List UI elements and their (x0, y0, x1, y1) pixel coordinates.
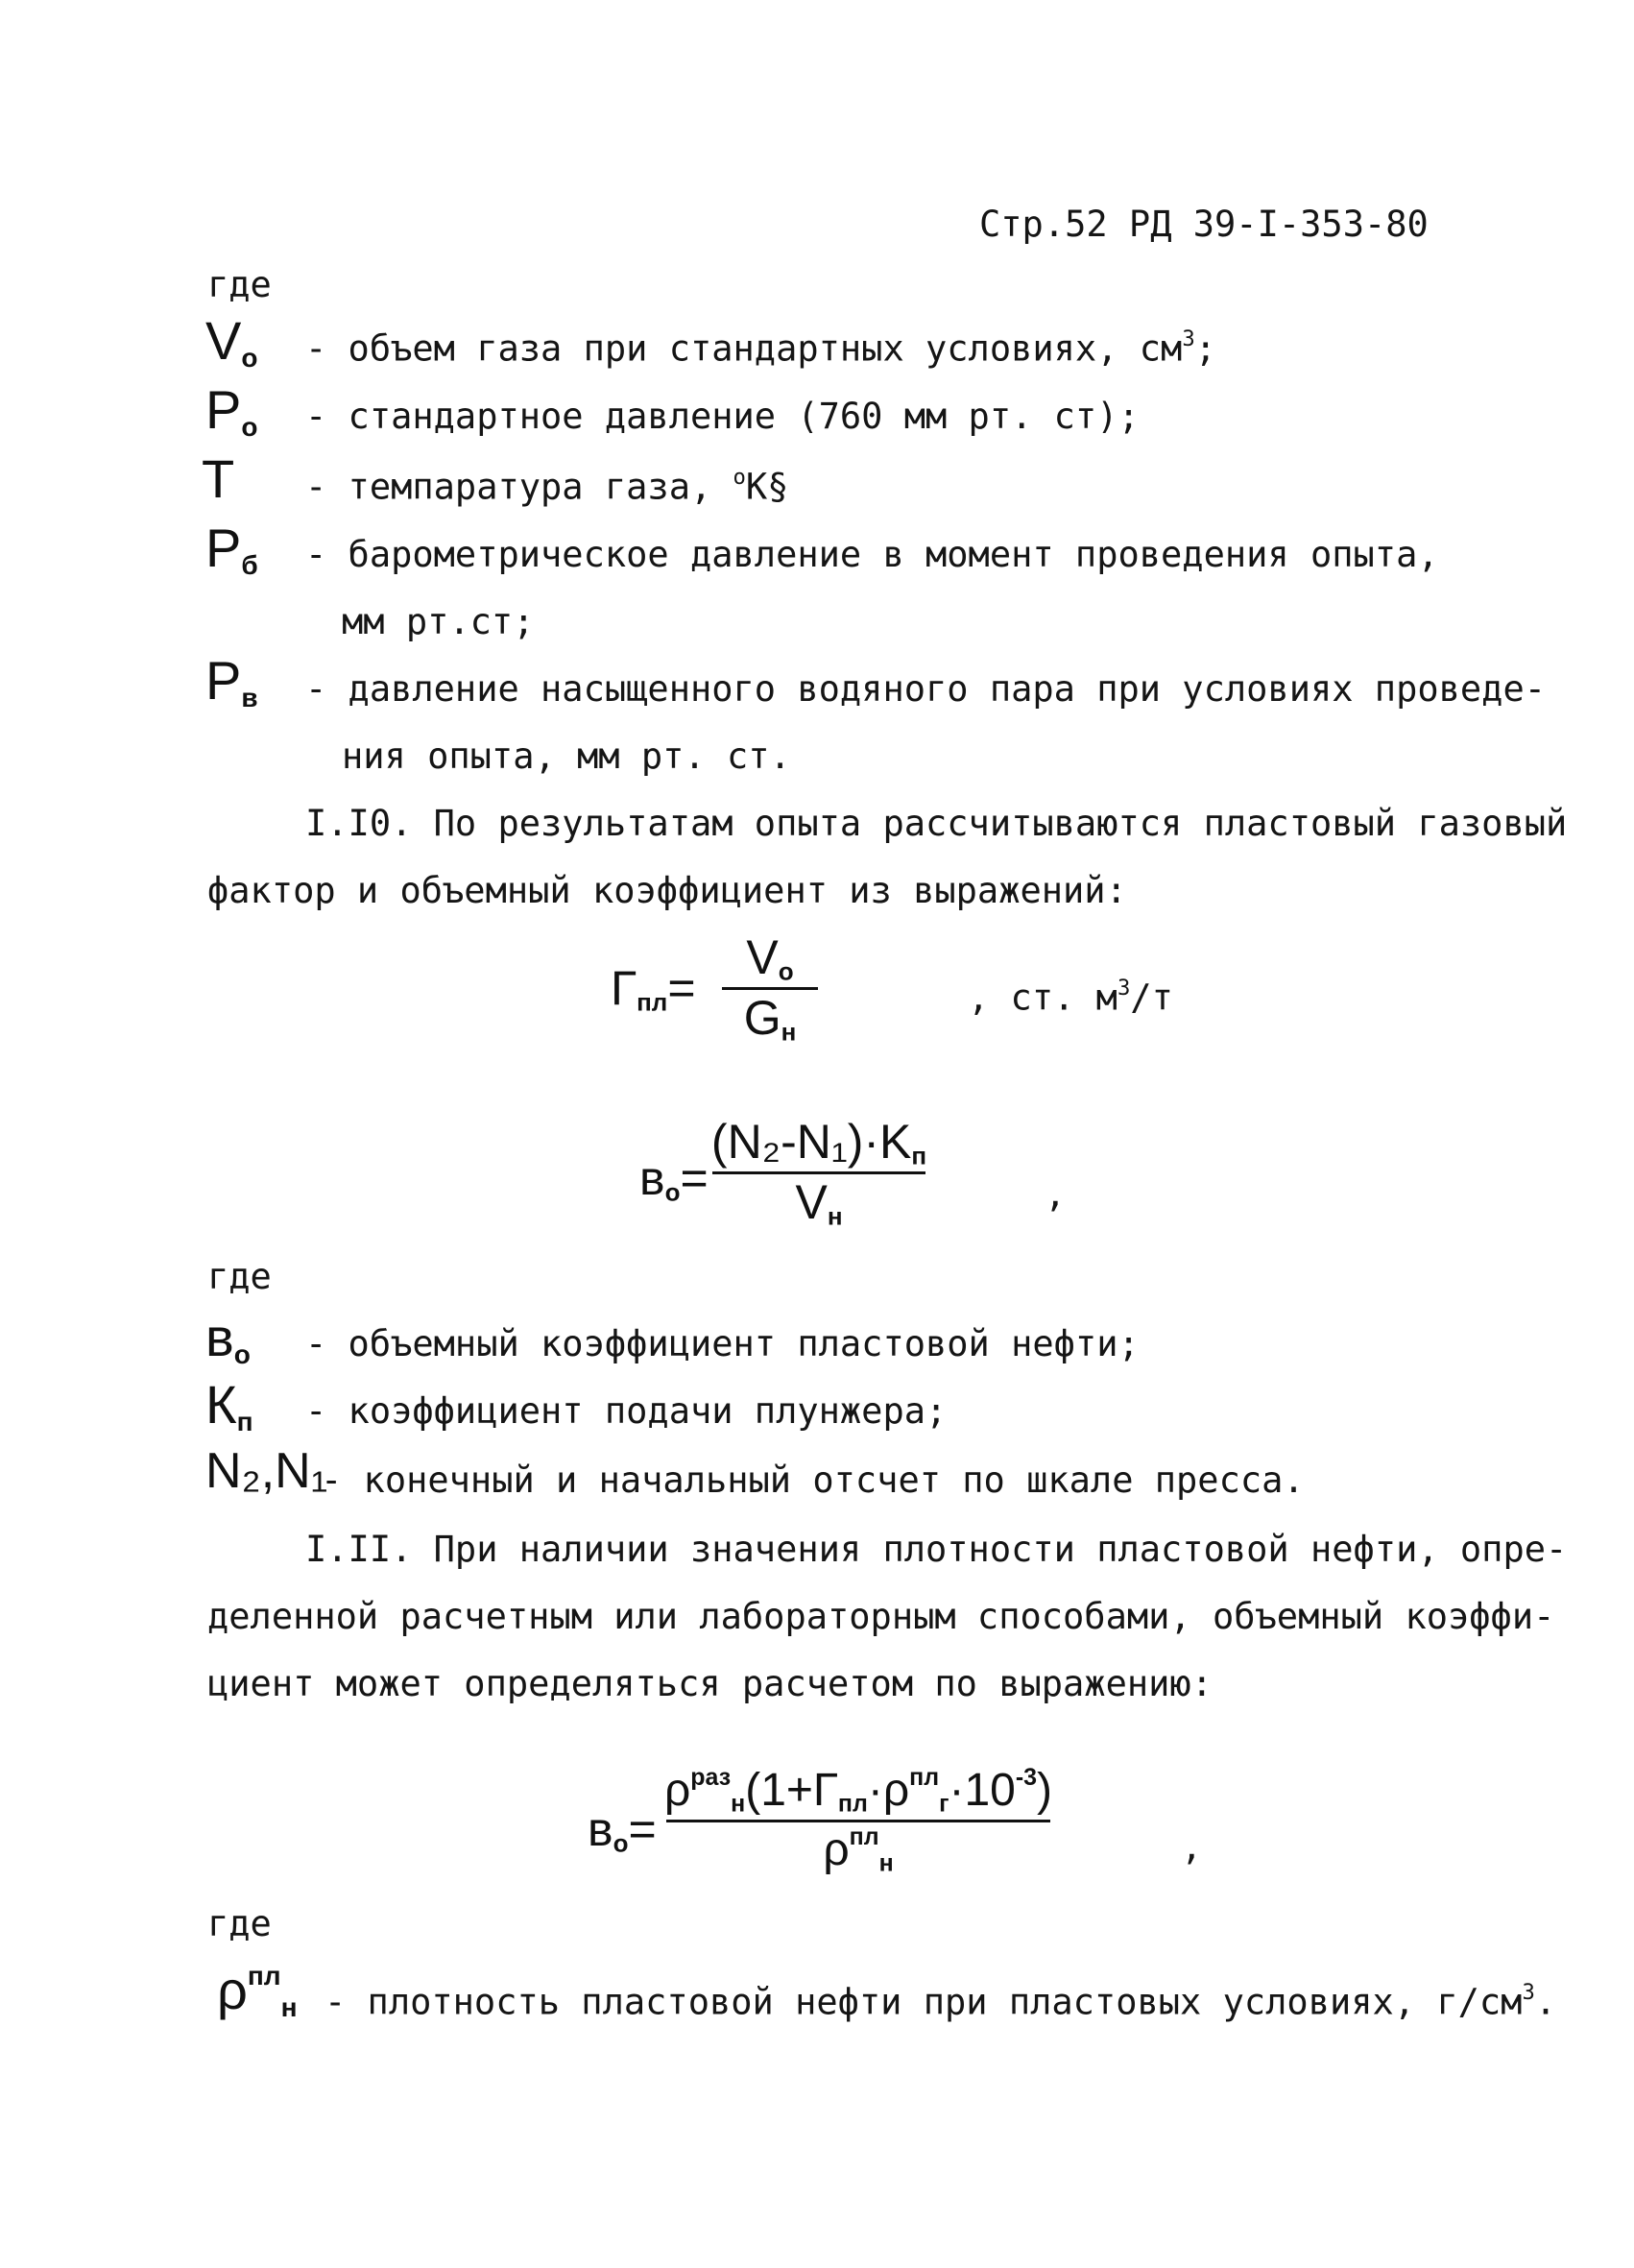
definition-pv-continuation: ния опыта, мм рт. ст. (342, 736, 791, 777)
symbol-t: Т (202, 448, 235, 509)
symbol-n2-n1: N₂,N₁ (205, 1443, 328, 1499)
formula1-numerator: $V_о$ (746, 930, 794, 986)
formula2-trailing-comma: , (1045, 1173, 1067, 1215)
formula3-fraction-bar (666, 1820, 1050, 1822)
definition-pb-continuation: мм рт.ст; (342, 601, 535, 642)
formula3-trailing-comma: , (1181, 1826, 1203, 1868)
definition-kn: - коэффициент подачи плунжера; (305, 1390, 948, 1432)
paragraph-1-11-line-1: I.II. При наличии значения плотности пластовой нефти, опре- (305, 1529, 1568, 1570)
formula1-fraction (722, 931, 818, 1046)
definition-rho-n: - плотность пластовой нефти при пластовых условиях, $г/см^3$. (324, 1980, 1557, 2023)
page-reference: Стр.52 РД 39-I-353-80 (979, 204, 1429, 245)
symbol-pb: $Р_б$ (205, 518, 258, 580)
symbol-kn: $К_п$ (205, 1374, 253, 1436)
paragraph-1-11-line-2: деленной расчетным или лабораторным способами, объемный коэффи- (207, 1596, 1555, 1637)
symbol-rho-n: $\rho^{пл}_н$ (217, 1960, 298, 2022)
definition-v0: - объем газа при стандартных условиях, $см^3$; (305, 326, 1216, 370)
formula3-numerator: $\rho^{раз}_н(1+Г_{пл}\cdot\rho^{пл}_г\cdot 10^{-3})$ (663, 1764, 1053, 1818)
definition-n2-n1: - конечный и начальный отсчет по шкале пресса. (321, 1460, 1305, 1501)
formula3-fraction (663, 1764, 1053, 1877)
formula2-fraction (712, 1116, 925, 1230)
symbol-b0: $в_о$ (205, 1307, 251, 1369)
symbol-p0: $Р_о$ (205, 379, 258, 442)
definition-pb: - барометрическое давление в момент проведения опыта, (305, 534, 1439, 575)
where-label-1: где (207, 264, 272, 305)
formula2-fraction-bar (712, 1171, 925, 1174)
formula2-numerator: $(N_2-N_1)\cdot K_п$ (710, 1115, 927, 1170)
definition-b0: - объемный коэффициент пластовой нефти; (305, 1323, 1140, 1364)
definition-t: - темпаратура газа, $^о$К§ (305, 465, 789, 508)
definition-pv: - давление насыщенного водяного пара при условиях проведе- (305, 668, 1547, 710)
formula1-lhs: $Г_{пл}=$ (611, 961, 696, 1017)
formula3-denominator: $\rho^{пл}_н$ (823, 1822, 894, 1877)
formula3-lhs: $в_о=$ (588, 1802, 657, 1858)
paragraph-1-10-line-1: I.I0. По результатам опыта рассчитываются пластовый газовый (305, 803, 1568, 844)
formula1-fraction-bar (722, 987, 818, 990)
formula2-lhs: $в_о=$ (639, 1151, 709, 1207)
formula1-denominator: $G_н$ (743, 991, 797, 1047)
paragraph-1-11-line-3: циент может определяться расчетом по выражению: (207, 1663, 1213, 1704)
formula2-denominator: $V_н$ (795, 1175, 843, 1231)
symbol-pv: $Р_в$ (205, 650, 258, 712)
definition-p0: - стандартное давление (760 мм рт. ст); (305, 396, 1140, 437)
where-label-2: где (207, 1256, 272, 1297)
paragraph-1-10-line-2: фактор и объемный коэффициент из выражений: (207, 870, 1127, 911)
formula1-unit: , ст. $м^3/т$ (968, 976, 1173, 1019)
symbol-v0: $V_о$ (205, 310, 258, 373)
where-label-3: где (207, 1903, 272, 1944)
